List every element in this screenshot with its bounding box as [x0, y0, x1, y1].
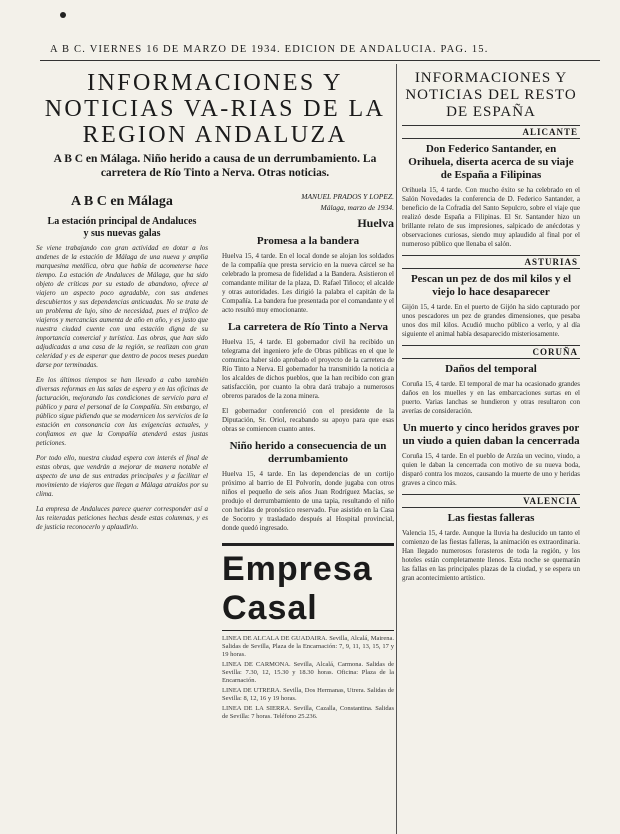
asturias-label: ASTURIAS	[402, 255, 580, 269]
right-headline: INFORMACIONES Y NOTICIAS DEL RESTO DE ESPAÑA	[405, 70, 577, 120]
carretera-body: Huelva 15, 4 tarde. El gobernador civil ha recibido un telegrama del ingeniero jefe de Obras públicas en el que le comunica haber sido aprobado el proyecto de la carretera de Río Tinto a Nerva. El gobernador ha transmitido la noticia a los alcaldes de dichos pueblos, que la han recibido con gran satisfacción, por cuanto la obra dará trabajo a numerosos obreros parados de la zona minera.	[222, 338, 394, 400]
station-body-2: En los últimos tiempos se han llevado a cabo también diversas reformas en las salas de espera y en las oficinas de facturación, mejorando las condiciones de servicio para el público y para el personal de la Compañía. Sin embargo, el público sigue pidiendo que se modernicen los servicios de la estación en consonancia con las exigencias actuales, y confiamos en que la Compañía atenderá estas justas peticiones.	[36, 376, 208, 447]
malaga-dateline: Málaga, marzo de 1934.	[320, 203, 394, 212]
ad-title: Empresa Casal	[222, 543, 394, 631]
left-subcol-1	[36, 190, 208, 723]
malaga-heading: A B C en Málaga	[71, 194, 173, 209]
right-section	[402, 64, 580, 589]
station-heading: La estación principal de Andaluces y sus nuevas galas	[47, 216, 197, 239]
left-section	[36, 64, 394, 723]
ad-line: LINEA DE ALCALA DE GUADAIRA. Sevilla, Alcalá, Mairena. Salidas de Sevilla, Plaza de la Encarnación: 7, 9, 11, 13, 15, 17 y 19 horas.	[222, 635, 394, 658]
correspondent-name: MANUEL PRADOS Y LOPEZ.	[301, 192, 394, 201]
santander-body: Orihuela 15, 4 tarde. Con mucho éxito se ha celebrado en el Salón Novedades la conferencia de D. Federico Santander, a beneficio de la Cofradía del Santo Sepulcro, sobre el viaje que realizó desde España a Filipinas. El Sr. Santander hizo un brillante relato de sus impresiones, salpicado de anécdotas y observaciones curiosas, siendo muy aplaudido al final por el numeroso público que llenaba el salón.	[402, 186, 580, 248]
huelva-heading: Huelva	[357, 216, 394, 230]
ad-line: LINEA DE CARMONA. Sevilla, Alcalá, Carmona. Salidas de Sevilla: 7.30, 12, 15.30 y 18.30 horas. Oficina: Plaza de la Encarnación.	[222, 661, 394, 684]
carretera-body-2: El gobernador conferenció con el presidente de la Diputación, Sr. Oriol, recabando su apoyo para que esas obras se comiencen cuanto antes.	[222, 407, 394, 433]
santander-heading: Don Federico Santander, en Orihuela, diserta acerca de su viaje de España a Filipinas	[408, 143, 574, 181]
muerto-heading: Un muerto y cinco heridos graves por un viudo a quien daban la cencerrada	[402, 422, 580, 447]
pez-heading: Pescan un pez de dos mil kilos y el viejo lo hace desaparecer	[410, 273, 572, 298]
fallas-body: Valencia 15, 4 tarde. Aunque la lluvia ha deslucido un tanto el comienzo de las fiestas falleras, la animación es extraordinaria. Han llegado numerosos forasteros de toda la región, y los hoteles están completamente llenos. Esta noche se quemarán las fallas en las principales plazas de la ciudad, y se espera un gran acontecimiento artístico.	[402, 529, 580, 582]
column-separator	[396, 64, 397, 834]
promesa-heading: Promesa a la bandera	[256, 235, 360, 247]
danos-body: Coruña 15, 4 tarde. El temporal de mar ha ocasionado grandes daños en los muelles y en las embarcaciones surtas en el puerto. Varias lanchas se hundieron y otras resultaron con averías de consideración.	[402, 380, 580, 415]
pez-body: Gijón 15, 4 tarde. En el puerto de Gijón ha sido capturado por unos pescadores un pez de grandes dimensiones, que pesaba unos dos mil kilos. Acudió mucho público a verlo, y al día siguiente el animal había desaparecido misteriosamente.	[402, 303, 580, 338]
danos-heading: Daños del temporal	[445, 363, 537, 375]
muerto-body: Coruña 15, 4 tarde. En el pueblo de Arzúa un vecino, viudo, a quien le daban la cencerrada con motivo de su nueva boda, disparó contra los mozos, causando la muerte de uno y heridas graves a cinco más.	[402, 452, 580, 487]
promesa-body: Huelva 15, 4 tarde. En el local donde se alojan los soldados de la compañía que presta servicio en la nueva cárcel se ha celebrado la promesa de fidelidad a la Bandera. Asistieron el comandante militar de la plaza, D. Rafael Tiñoco; el alcalde y otras autoridades. Les dirigió la palabra el capitán de la Compañía. La bandera fue presentada por el comandante y el acto resultó muy emocionante.	[222, 252, 394, 314]
station-body-4: La empresa de Andaluces parece querer corresponder así a las reiteradas peticiones hechas desde estas columnas, y es de justicia reconocerlo y aplaudirlo.	[36, 505, 208, 531]
ad-line: LINEA DE LA SIERRA. Sevilla, Cazalla, Constantina. Salidas de Sevilla: 7 horas. Teléfono 25.236.	[222, 705, 394, 720]
alicante-label: ALICANTE	[402, 125, 580, 139]
left-summary: A B C en Málaga. Niño herido a causa de un derrumbamiento. La carretera de Río Tinto a Nerva. Otras noticias.	[53, 153, 377, 179]
carretera-heading: La carretera de Río Tinto a Nerva	[227, 321, 389, 333]
coruna-label: CORUÑA	[402, 345, 580, 359]
left-headline: INFORMACIONES Y NOTICIAS VA-RIAS DE LA REGION ANDALUZA	[44, 70, 386, 148]
nino-heading: Niño herido a consecuencia de un derrumbamiento	[229, 440, 387, 465]
station-body: Se viene trabajando con gran actividad en dotar a los andenes de la estación de Málaga de una nueva y amplia marquesina metálica, obra que había de acometerse hace tiempo. La estación de Andaluces de Málaga, que ha sido objeto de críticas por su estado de abandono, ofrece al viajero un aspecto poco agradable, con sus andenes descubiertos y sus dependencias anticuadas. No se trata de un problema de lujo, sino de necesidad, pues el tráfico de viajeros y mercancías aumenta de año en año, y es justo que nuestra ciudad cuente con una estación digna de su importancia comercial y turística. Las obras, que han sido adjudicadas a una casa de la región, se realizan con gran celeridad y es de esperar que dentro de pocos meses puedan darse por terminadas.	[36, 244, 208, 369]
station-body-3: Por todo ello, nuestra ciudad espera con interés el final de estas obras, que vendrán a mejorar de manera notable el aspecto de una de sus entradas principales y a facilitar el movimiento de viajeros que llegan a Málaga atraídos por su clima.	[36, 454, 208, 498]
fallas-heading: Las fiestas falleras	[447, 512, 535, 524]
valencia-label: VALENCIA	[402, 494, 580, 508]
nino-body: Huelva 15, 4 tarde. En las dependencias de un cortijo próximo al barrio de El Polvorín, donde jugaba con otros niños el pequeño de seis años Juan Rodríguez Macías, se produjo el derrumbamiento de una tapia, resultando el niño con heridas de pronóstico reservado. Fue asistido en la Casa de Socorro y trasladado después al Hospital provincial, donde quedó ingresado.	[222, 470, 394, 532]
ad-line: LINEA DE UTRERA. Sevilla, Dos Hermanas, Utrera. Salidas de Sevilla: 8, 12, 16 y 19 horas.	[222, 687, 394, 702]
left-subcol-2	[222, 190, 394, 723]
page-header: A B C. VIERNES 16 DE MARZO DE 1934. EDICION DE ANDALUCIA. PAG. 15.	[50, 44, 489, 55]
page-dot	[60, 12, 66, 18]
left-columns	[36, 190, 394, 723]
header-rule	[40, 60, 600, 61]
